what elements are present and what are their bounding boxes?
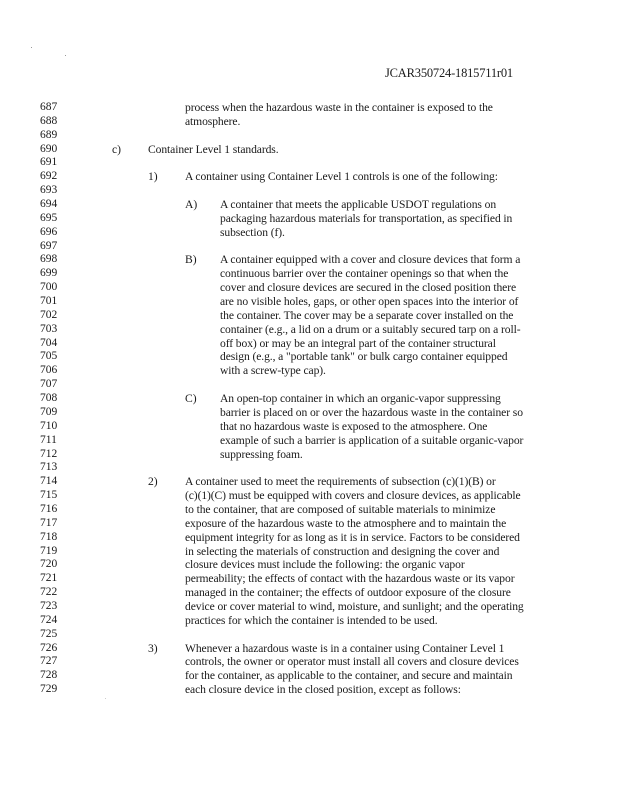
text-line: the container. The cover may be a separate cover installed on the <box>220 308 514 322</box>
text-line: design (e.g., a "portable tank" or bulk cargo container equipped <box>220 350 508 364</box>
line-number: 719 <box>40 544 58 557</box>
line-number: 720 <box>40 558 58 571</box>
text-line: exposure of the hazardous waste to the atmosphere and to maintain the <box>185 516 507 530</box>
text-line: continuous barrier over the container openings so that when the <box>220 267 509 281</box>
text-line: Whenever a hazardous waste is in a container using Container Level 1 <box>185 641 505 655</box>
line-number: 723 <box>40 599 58 612</box>
text-line: that no hazardous waste is exposed to the atmosphere. One <box>220 419 488 433</box>
line-number: 688 <box>40 114 58 127</box>
line-number: 703 <box>40 322 58 335</box>
text-line: barrier is placed on or over the hazardous waste in the container so <box>220 405 523 419</box>
text-line: device or cover material to wind, moisture, and sunlight; and the operating <box>185 599 524 613</box>
line-number: 691 <box>40 156 58 169</box>
section-label: A) <box>185 198 198 212</box>
line-number: 722 <box>40 586 58 599</box>
text-line: suppressing foam. <box>220 447 303 461</box>
line-number: 708 <box>40 392 58 405</box>
section-label: 1) <box>148 170 158 184</box>
line-number: 705 <box>40 350 58 363</box>
text-line: process when the hazardous waste in the container is exposed to the <box>185 101 493 114</box>
line-number: 694 <box>40 198 58 211</box>
text-line: A container that meets the applicable USDOT regulations on <box>220 198 497 212</box>
scan-speck <box>31 47 32 48</box>
text-line: packaging hazardous materials for transportation, as specified in <box>220 211 513 225</box>
text-line: (c)(1)(C) must be equipped with covers and closure devices, as applicable <box>185 489 521 503</box>
line-number: 692 <box>40 170 58 183</box>
line-number: 695 <box>40 211 58 224</box>
section-label: B) <box>185 253 197 267</box>
line-number: 724 <box>40 613 58 626</box>
line-number: 693 <box>40 184 58 197</box>
scan-speck <box>105 698 106 699</box>
text-line: managed in the container; the effects of outdoor exposure of the closure <box>185 586 511 600</box>
line-number: 702 <box>40 308 58 321</box>
text-line: controls, the owner or operator must install all covers and closure devices <box>185 655 519 669</box>
section-label: C) <box>185 392 197 406</box>
text-line: practices for which the container is intended to be used. <box>185 613 438 627</box>
document-id-header: JCAR350724-1815711r01 <box>385 66 513 80</box>
line-number: 699 <box>40 267 58 280</box>
text-line: A container using Container Level 1 controls is one of the following: <box>185 170 498 184</box>
line-number: 689 <box>40 128 58 141</box>
line-number: 710 <box>40 419 58 432</box>
text-line: Container Level 1 standards. <box>148 142 279 156</box>
line-number: 704 <box>40 336 58 349</box>
line-number: 712 <box>40 447 58 460</box>
text-line: atmosphere. <box>185 114 241 128</box>
line-number: 728 <box>40 669 58 682</box>
text-line: A container equipped with a cover and closure devices that form a <box>220 253 521 267</box>
text-line: A container used to meet the requirements of subsection (c)(1)(B) or <box>185 475 496 489</box>
line-number: 717 <box>40 516 58 529</box>
text-line: are no visible holes, gaps, or other open spaces into the interior of <box>220 295 519 309</box>
line-number: 700 <box>40 281 58 294</box>
line-number: 716 <box>40 502 58 515</box>
text-line: off box) or may be an integral part of the container structural <box>220 336 496 350</box>
line-number: 725 <box>40 627 58 640</box>
line-number: 729 <box>40 683 58 696</box>
line-number: 727 <box>40 655 58 668</box>
line-number: 713 <box>40 461 58 474</box>
line-number: 701 <box>40 295 58 308</box>
line-number: 697 <box>40 239 58 252</box>
text-line: example of such a barrier is application of a suitable organic-vapor <box>220 433 524 447</box>
text-line: closure devices must include the following: the organic vapor <box>185 558 465 572</box>
scan-speck <box>65 55 66 56</box>
line-number: 721 <box>40 572 58 585</box>
line-number: 690 <box>40 142 58 155</box>
line-number: 718 <box>40 530 58 543</box>
line-number: 687 <box>40 101 58 113</box>
text-line: cover and closure devices are secured in the closed position there <box>220 281 517 295</box>
line-number: 706 <box>40 364 58 377</box>
text-line: for the container, as applicable to the container, and secure and maintain <box>185 669 513 683</box>
line-number: 711 <box>40 433 57 446</box>
line-number: 709 <box>40 405 58 418</box>
text-line: container (e.g., a lid on a drum or a suitably secured tarp on a roll- <box>220 322 521 336</box>
section-label: 2) <box>148 475 158 489</box>
section-label: 3) <box>148 641 158 655</box>
text-line: equipment integrity for as long as it is in service. Factors to be considered <box>185 530 520 544</box>
text-line: An open-top container in which an organic-vapor suppressing <box>220 392 501 406</box>
text-line: to the container, that are composed of suitable materials to minimize <box>185 502 496 516</box>
line-number: 714 <box>40 475 58 488</box>
line-number: 698 <box>40 253 58 266</box>
line-number: 707 <box>40 378 58 391</box>
section-label: c) <box>112 142 122 156</box>
text-line: each closure device in the closed position, except as follows: <box>185 683 461 697</box>
text-line: with a screw-type cap). <box>220 364 326 378</box>
line-number: 715 <box>40 489 58 502</box>
text-line: in selecting the materials of construction and designing the cover and <box>185 544 500 558</box>
line-number: 696 <box>40 225 58 238</box>
line-number: 726 <box>40 641 58 654</box>
text-line: permeability; the effects of contact with the hazardous waste or its vapor <box>185 572 515 586</box>
text-line: subsection (f). <box>220 225 285 239</box>
